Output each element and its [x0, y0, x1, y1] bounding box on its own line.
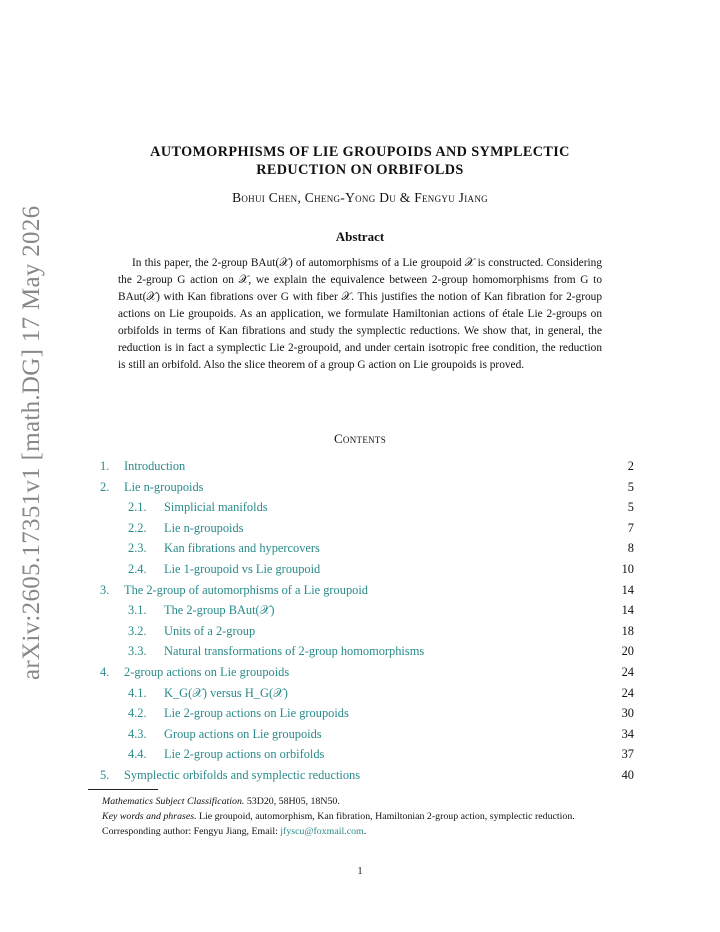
toc-entry [100, 703, 634, 724]
toc-title: Kan fibrations and hypercovers [164, 541, 320, 556]
toc-link[interactable] [100, 765, 360, 786]
toc-page-number: 5 [627, 479, 634, 494]
toc-number: 4.1. [128, 685, 147, 700]
toc-entry [100, 744, 634, 765]
toc-link[interactable] [128, 497, 268, 518]
toc-entry [100, 600, 634, 621]
toc-number: 3.3. [128, 644, 147, 659]
toc-link[interactable] [100, 580, 368, 601]
toc-link[interactable] [100, 477, 204, 498]
toc-entry [100, 580, 634, 601]
toc-link[interactable] [128, 683, 288, 704]
toc-title: Lie n-groupoids [164, 520, 244, 535]
toc-page-number: 37 [621, 747, 634, 762]
keywords-footnote [88, 809, 634, 824]
toc-title: K_G(𝒳) versus H_G(𝒳) [164, 685, 288, 700]
toc-link[interactable] [128, 538, 320, 559]
toc-number: 4.2. [128, 706, 147, 721]
toc-link[interactable] [100, 456, 185, 477]
corresponding-author-label: Corresponding author: Fengyu Jiang, Email: [102, 826, 278, 837]
msc-footnote [88, 794, 634, 809]
msc-value: 53D20, 58H05, 18N50. [246, 796, 340, 807]
email-link[interactable]: jfyscu@foxmail.com [280, 826, 364, 837]
toc-entry [100, 641, 634, 662]
toc-link[interactable] [128, 724, 322, 745]
toc-page-number: 40 [621, 767, 634, 782]
title-line-2: REDUCTION ON ORBIFOLDS [256, 162, 464, 178]
toc-page-number: 2 [627, 459, 634, 473]
toc-entry [100, 559, 634, 580]
toc-title: The 2-group of automorphisms of a Lie groupoid [124, 582, 368, 597]
toc-page-number: 34 [621, 726, 634, 741]
arxiv-identifier-stamp: arXiv:2605.17351v1 [math.DG] 17 May 2026 [18, 205, 45, 680]
toc-title: The 2-group BAut(𝒳) [164, 603, 275, 618]
toc-page-number: 5 [627, 500, 634, 515]
toc-entry [100, 724, 634, 745]
paper-title [100, 143, 620, 179]
toc-title: Lie 1-groupoid vs Lie groupoid [164, 561, 321, 576]
toc-page-number: 14 [621, 582, 634, 597]
toc-title: 2-group actions on Lie groupoids [124, 664, 290, 679]
toc-number: 4.4. [128, 747, 147, 762]
author-list: Bohui Chen, Cheng-Yong Du & Fengyu Jiang [232, 190, 488, 205]
toc-entry [100, 662, 634, 683]
toc-entry [100, 477, 634, 498]
toc-title: Lie 2-group actions on Lie groupoids [164, 706, 349, 721]
toc-page-number: 20 [621, 644, 634, 659]
toc-page-number: 14 [621, 603, 634, 618]
toc-title: Lie n-groupoids [124, 479, 204, 494]
toc-entry [100, 518, 634, 539]
toc-number: 3.1. [128, 603, 147, 618]
toc-number: 2.2. [128, 520, 147, 535]
toc-link[interactable] [128, 600, 274, 621]
toc-page-number: 10 [621, 561, 634, 576]
toc-link[interactable] [128, 621, 255, 642]
abstract-heading: Abstract [335, 229, 385, 244]
toc-number: 1. [100, 459, 110, 473]
table-of-contents [100, 456, 634, 786]
toc-entry [100, 621, 634, 642]
toc-entry [100, 683, 634, 704]
toc-number: 4.3. [128, 726, 147, 741]
toc-link[interactable] [100, 662, 289, 683]
toc-link[interactable] [128, 559, 320, 580]
corresponding-author-footnote [88, 824, 634, 839]
toc-number: 2. [100, 479, 110, 494]
toc-number: 2.3. [128, 541, 147, 556]
toc-number: 2.1. [128, 500, 147, 515]
toc-title: Symplectic orbifolds and symplectic reductions [124, 767, 361, 782]
keywords-label: Key words and phrases. [102, 811, 197, 822]
toc-entry [100, 456, 634, 477]
toc-title: Natural transformations of 2-group homomorphisms [164, 644, 425, 659]
toc-number: 3.2. [128, 623, 147, 638]
toc-number: 3. [100, 582, 110, 597]
abstract-body [118, 255, 602, 374]
toc-entry [100, 538, 634, 559]
toc-page-number: 18 [621, 623, 634, 638]
toc-title: Group actions on Lie groupoids [164, 726, 322, 741]
footnotes [88, 794, 634, 839]
toc-entry [100, 765, 634, 786]
toc-number: 4. [100, 664, 110, 679]
msc-label: Mathematics Subject Classification. [102, 796, 245, 807]
toc-page-number: 24 [621, 685, 634, 700]
toc-page-number: 30 [621, 706, 634, 721]
toc-number: 5. [100, 767, 110, 782]
contents-heading: Contents [333, 431, 387, 446]
page-number: 1 [357, 866, 363, 877]
email-end: . [363, 826, 367, 837]
toc-page-number: 24 [621, 664, 634, 679]
toc-entry [100, 497, 634, 518]
title-line-1: AUTOMORPHISMS OF LIE GROUPOIDS AND SYMPLECTIC [150, 144, 570, 160]
toc-page-number: 8 [627, 541, 634, 556]
abstract-text: In this paper, the 2-group BAut(𝒳) of automorphisms of a Lie groupoid 𝒳 is constructed. Considering the 2-group G action on 𝒳, we explain the equivalence between 2-group homomorphisms from G to BAut(𝒳) with Kan fibrations over G with fiber 𝒳. This justifies the notion of Kan fibration for 2-group actions on Lie groupoids. As an application, we formulate Hamiltonian actions of étale Lie 2-groups on orbifolds in terms of Kan fibrations and study the symplectic reductions. We show that, in general, the reduction is in fact a symplectic Lie 2-groupoid, and under certain isotropic free condition, the reduction is still an orbifold. Also the slice theorem of a group G action on Lie groupoids is proved. [118, 257, 602, 371]
toc-title: Units of a 2-group [164, 623, 256, 638]
toc-number: 2.4. [128, 561, 147, 576]
footnote-rule [88, 789, 158, 790]
toc-page-number: 7 [627, 520, 634, 535]
toc-link[interactable] [128, 518, 244, 539]
toc-title: Introduction [124, 459, 186, 473]
toc-link[interactable] [128, 744, 324, 765]
toc-title: Lie 2-group actions on orbifolds [164, 747, 325, 762]
toc-title: Simplicial manifolds [164, 500, 268, 515]
toc-link[interactable] [128, 641, 424, 662]
toc-link[interactable] [128, 703, 349, 724]
keywords-value: Lie groupoid, automorphism, Kan fibration, Hamiltonian 2-group action, symplectic reduction. [199, 811, 575, 822]
